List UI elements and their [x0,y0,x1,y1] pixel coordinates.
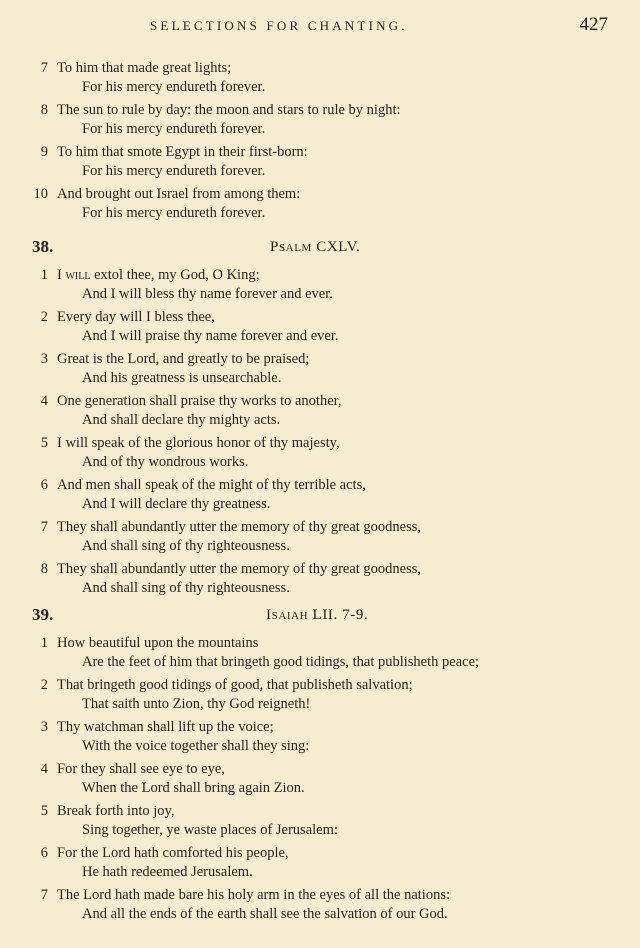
verse-line-rest: extol thee, my God, O King; [90,267,260,283]
verse [0,561,640,603]
opening-words: I will [57,267,91,283]
verse-line: To him that smote Egypt in their first-born: [57,144,308,160]
verse [0,761,640,803]
verse-number: 10 [33,186,48,202]
continuation-block [0,60,640,228]
verse [0,803,640,845]
verse-response: When the Lord shall bring again Zion. [82,780,305,796]
verse-response: For his mercy endureth forever. [82,205,266,221]
verse-response: For his mercy endureth forever. [82,79,266,95]
verse [0,887,640,929]
verse-number: 3 [40,719,48,735]
verse-number: 2 [40,677,48,693]
verse-line: For they shall see eye to eye, [57,761,225,777]
verse-line: I will speak of the glorious honor of thy majesty, [57,435,340,451]
verse-response: And shall sing of thy righteousness. [82,538,290,554]
verse-line: One generation shall praise thy works to another, [57,393,342,409]
verse-response: Are the feet of him that bringeth good tidings, that publisheth peace; [82,654,480,670]
verse-number: 4 [40,761,48,777]
verse [0,351,640,393]
section-number: 39. [32,605,54,624]
verse-number: 6 [40,477,48,493]
section-39 [0,605,640,929]
verse-response: And I will bless thy name forever and ever. [82,286,333,302]
verse-number: 7 [40,887,48,903]
section-heading [0,237,640,267]
verse-line: The Lord hath made bare his holy arm in the eyes of all the nations: [57,887,450,903]
verse [0,186,640,228]
verse-number: 2 [40,309,48,325]
verse-response: And his greatness is unsearchable. [82,370,282,386]
verse-number: 7 [40,519,48,535]
page-number: 427 [579,14,608,35]
verse-line: They shall abundantly utter the memory of thy great goodness, [57,561,422,577]
verse [0,309,640,351]
verse-response: For his mercy endureth forever. [82,163,266,179]
verse-response: He hath redeemed Jerusalem. [82,864,253,880]
verse-line: To him that made great lights; [57,60,232,76]
verse-line: Thy watchman shall lift up the voice; [57,719,274,735]
verse [0,60,640,102]
verse-response: With the voice together shall they sing: [82,738,310,754]
verse [0,267,640,309]
verse-number: 9 [40,144,48,160]
verse-response: And I will declare thy greatness. [82,496,271,512]
verse [0,519,640,561]
verse-line: The sun to rule by day: the moon and stars to rule by night: [57,102,401,118]
verse-number: 7 [40,60,48,76]
verse-line: Great is the Lord, and greatly to be praised; [57,351,310,367]
verse [0,102,640,144]
section-heading [0,605,640,635]
verse [0,719,640,761]
verse [0,393,640,435]
verse-response: And of thy wondrous works. [82,454,249,470]
section-title: Psalm CXLV. [270,239,361,255]
verse-line: Break forth into joy, [57,803,175,819]
verse-line [57,267,260,284]
verse-response: For his mercy endureth forever. [82,121,266,137]
verse-line: That bringeth good tidings of good, that publisheth salvation; [57,677,413,693]
verse-response: That saith unto Zion, thy God reigneth! [82,696,311,712]
verse-number: 1 [40,267,48,283]
section-38 [0,237,640,603]
verse-line: And brought out Israel from among them: [57,186,301,202]
verse-response: And shall declare thy mighty acts. [82,412,281,428]
verse-number: 6 [40,845,48,861]
verse-number: 5 [40,435,48,451]
verse-line: How beautiful upon the mountains [57,635,259,651]
verse [0,635,640,677]
verse-response: And I will praise thy name forever and ever. [82,328,339,344]
verse-number: 3 [40,351,48,367]
verse [0,845,640,887]
verse-number: 1 [40,635,48,651]
verse-response: And all the ends of the earth shall see the salvation of our God. [82,906,448,922]
verse-number: 4 [40,393,48,409]
verse [0,677,640,719]
verse-line: They shall abundantly utter the memory of thy great goodness, [57,519,422,535]
verse-line: For the Lord hath comforted his people, [57,845,289,861]
verse [0,435,640,477]
verse-number: 8 [40,561,48,577]
verse [0,144,640,186]
verse-response: Sing together, ye waste places of Jerusalem: [82,822,338,838]
verse-number: 8 [40,102,48,118]
section-number: 38. [32,237,54,256]
verse-line: And men shall speak of the might of thy terrible acts, [57,477,366,493]
verse-number: 5 [40,803,48,819]
verse [0,477,640,519]
section-title: Isaiah LII. 7-9. [266,607,369,623]
verse-line: Every day will I bless thee, [57,309,215,325]
verse-response: And shall sing of thy righteousness. [82,580,290,596]
running-head: SELECTIONS FOR CHANTING. [150,18,408,33]
